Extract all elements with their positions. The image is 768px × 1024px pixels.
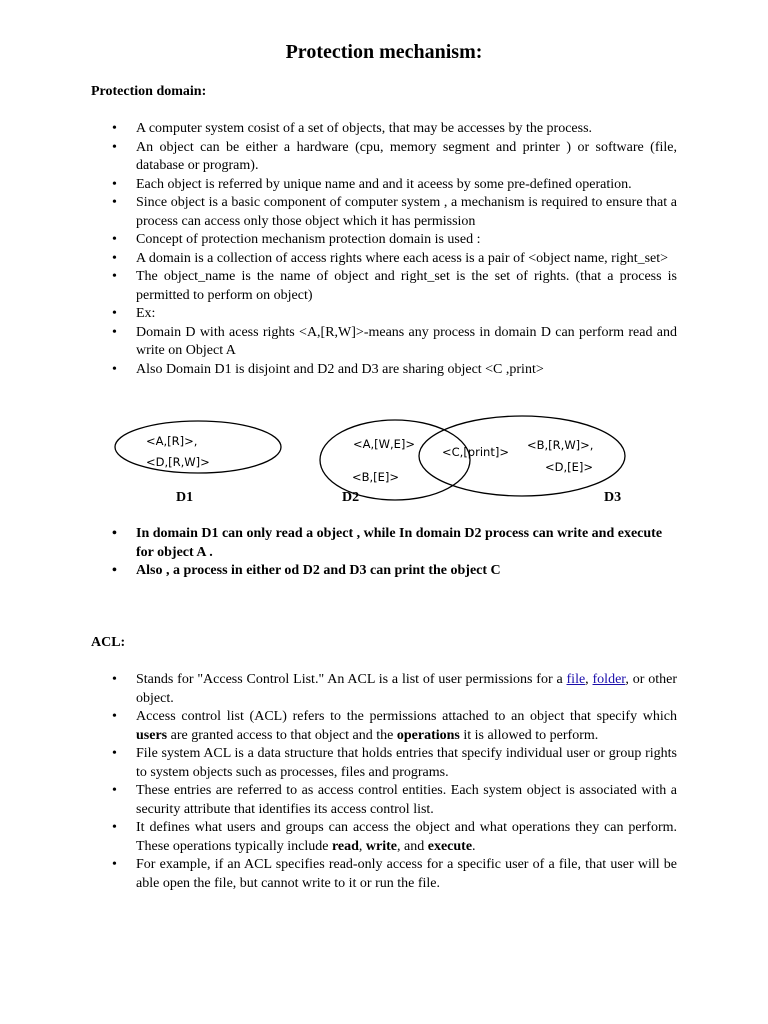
list-item: [0, 819, 677, 856]
protection-domain-list: [0, 120, 768, 379]
acl-text: it is allowed to perform.: [459, 727, 599, 743]
d1-label: D1: [176, 490, 194, 505]
diagram-notes-list: [0, 525, 768, 581]
list-item: • These entries are referred to as access control entities. Each system object is associated with a security attribute that identifies its access control list.: [0, 782, 677, 819]
acl-bold-term: write: [365, 838, 398, 854]
list-item: • Also , a process in either od D2 and D3 can print the object C: [0, 562, 681, 581]
list-item: [0, 671, 677, 708]
acl-heading: ACL:: [91, 635, 126, 650]
acl-bold-term: operations: [396, 727, 460, 743]
list-item: • Domain D with acess rights <A,[R,W]>-means any process in domain D can perform read and write on Object A: [0, 324, 677, 361]
acl-text: Stands for "Access Control List." An ACL is a list of user permissions for a: [136, 672, 567, 687]
d2-label: D2: [342, 490, 360, 505]
domain-d2-ellipse: [320, 420, 470, 500]
file-link[interactable]: file: [566, 672, 586, 687]
acl-bold-term: users: [136, 727, 168, 743]
list-item: • Ex:: [0, 305, 677, 324]
acl-bold-term: read: [331, 838, 359, 854]
list-item: • Since object is a basic component of computer system , a mechanism is required to ensure that a process can access only those object which it has permission: [0, 194, 677, 231]
acl-text: , or other object.: [136, 672, 677, 706]
d3-entry: <D,[E]>: [545, 460, 594, 474]
page-title: Protection mechanism:: [285, 41, 483, 63]
acl-list: [0, 671, 768, 893]
d2-entry: <A,[W,E]>: [353, 437, 416, 451]
list-item: • Also Domain D1 is disjoint and D2 and D3 are sharing object <C ,print>: [0, 361, 677, 380]
acl-text: ,: [585, 672, 593, 687]
acl-text: , and: [397, 838, 428, 854]
list-item: • A computer system cosist of a set of objects, that may be accesses by the process.: [0, 120, 677, 139]
list-item: • In domain D1 can only read a object , while In domain D2 process can write and execute for object A .: [0, 525, 681, 562]
d3-label: D3: [604, 490, 622, 505]
acl-text: ,: [358, 838, 366, 854]
d3-entry: <B,[R,W]>,: [527, 438, 594, 452]
acl-bold-term: execute: [427, 838, 473, 854]
folder-link[interactable]: folder: [592, 672, 626, 687]
list-item: • A domain is a collection of access rights where each acess is a pair of <object name, right_set>: [0, 250, 677, 269]
list-item: • For example, if an ACL specifies read-only access for a specific user of a file, that user will be able open the file, but cannot write to it or run the file.: [0, 856, 677, 893]
protection-domain-heading: Protection domain:: [91, 84, 207, 99]
acl-text: are granted access to that object and the: [167, 727, 397, 743]
acl-text: Access control list (ACL) refers to the permissions attached to an object that specify which: [136, 709, 677, 724]
list-item: • Concept of protection mechanism protection domain is used :: [0, 231, 677, 250]
list-item: • Each object is referred by unique name and and it aceess by some pre-defined operation.: [0, 176, 677, 195]
acl-text: It defines what users and groups can access the object and what operations they can perform. These operations typically include: [136, 820, 677, 854]
d2-entry: <B,[E]>: [352, 470, 400, 484]
list-item: [0, 708, 677, 745]
d1-entry: <D,[R,W]>: [146, 455, 210, 469]
list-item: • File system ACL is a data structure that holds entries that specify individual user or group rights to system objects such as processes, files and programs.: [0, 745, 677, 782]
domain-diagram: [0, 410, 768, 510]
d1-entry: <A,[R]>,: [146, 434, 198, 448]
list-item: • An object can be either a hardware (cpu, memory segment and printer ) or software (file, database or program).: [0, 139, 677, 176]
list-item: • The object_name is the name of object and right_set is the set of rights. (that a process is permitted to perform on object): [0, 268, 677, 305]
shared-object: <C,[print]>: [442, 445, 509, 459]
acl-text: .: [472, 838, 476, 854]
